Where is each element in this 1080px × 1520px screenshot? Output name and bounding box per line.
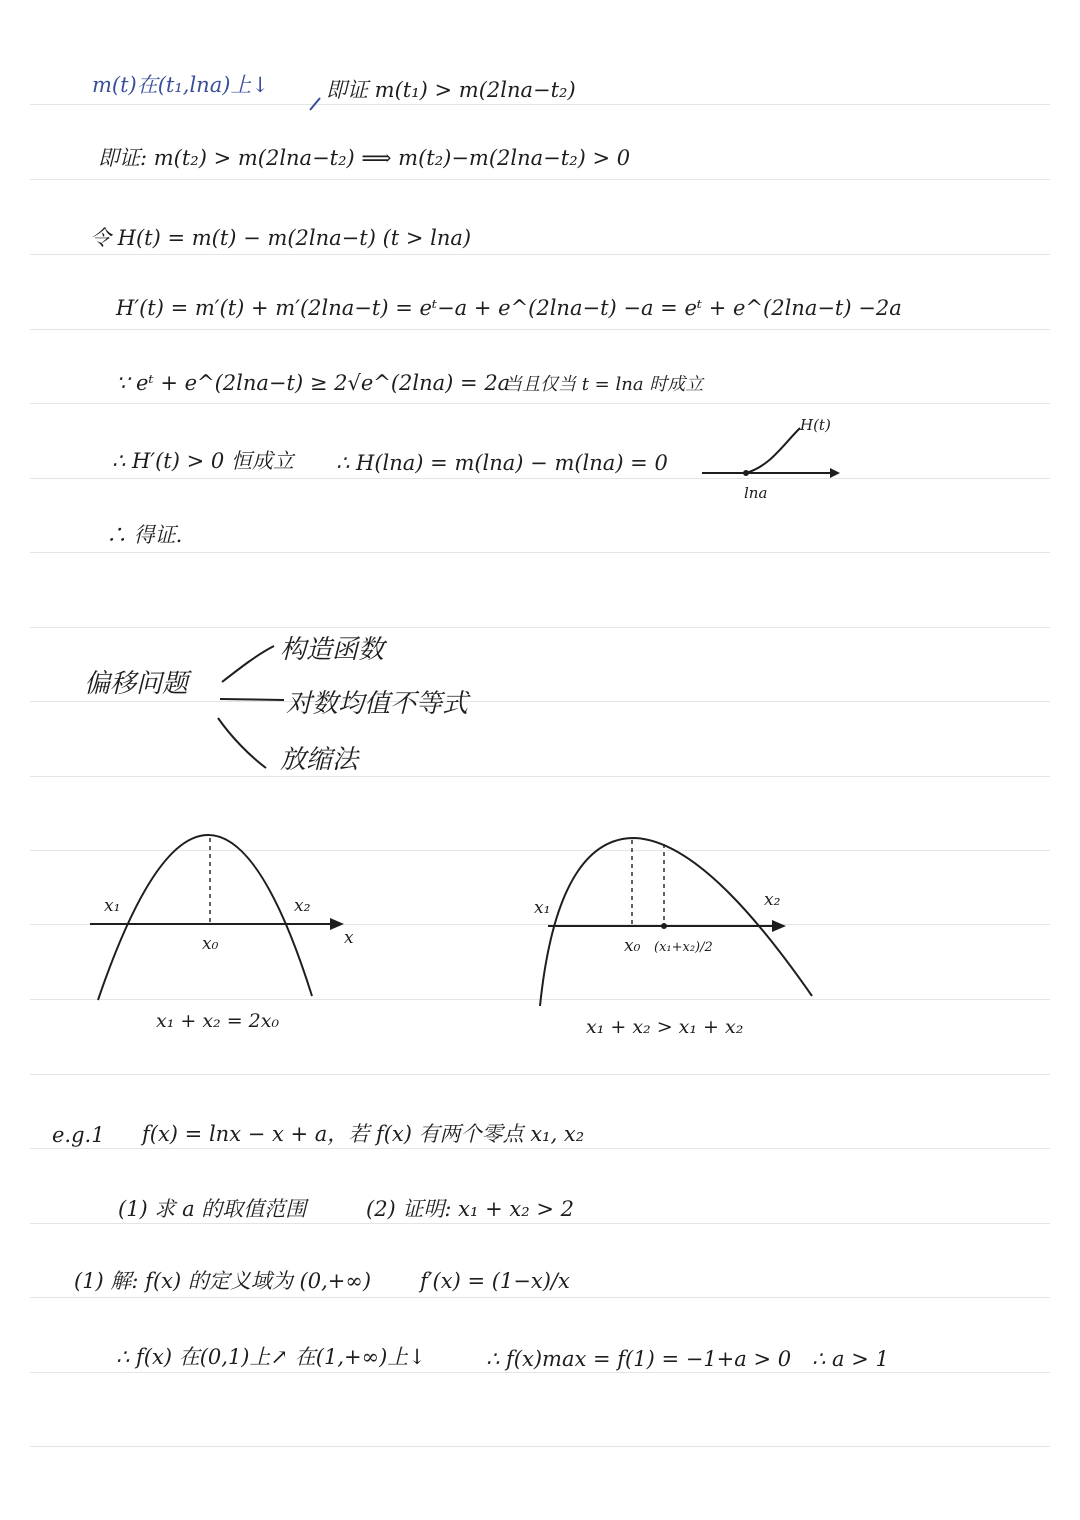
rule-line <box>30 1372 1050 1373</box>
graph-left-x2: x₂ <box>294 896 311 916</box>
rule-line <box>30 254 1050 255</box>
rule-line <box>30 478 1050 479</box>
rule-line <box>30 701 1050 702</box>
branch-line-2 <box>220 699 284 700</box>
rule-line <box>30 776 1050 777</box>
note-line-1b: 即证 m(t₁) > m(2lna−t₂) <box>326 78 576 102</box>
graph-right-x0: x₀ <box>624 936 641 956</box>
example-line-2b: (2) 证明: x₁ + x₂ > 2 <box>366 1197 574 1221</box>
graph-left-axis-arrow <box>330 918 344 930</box>
rule-line <box>30 552 1050 553</box>
example-line-3b: f′(x) = (1−x)/x <box>420 1269 570 1293</box>
graph-right-x1: x₁ <box>534 898 551 918</box>
graph-right-axis-arrow <box>772 920 786 932</box>
example-line-2a: (1) 求 a 的取值范围 <box>118 1197 307 1221</box>
graph-right-curve <box>540 838 812 1006</box>
rule-line <box>30 1148 1050 1149</box>
mindmap-branch-2: 对数均值不等式 <box>286 689 469 719</box>
example-line-1: f(x) = lnx − x + a，若 f(x) 有两个零点 x₁, x₂ <box>142 1122 585 1146</box>
note-line-1a: m(t)在(t₁,lna)上↓ <box>92 73 270 97</box>
mindmap-branch-3: 放缩法 <box>280 745 359 775</box>
graph-right-x2: x₂ <box>764 890 781 910</box>
example-line-4c: ∴ a > 1 <box>812 1347 889 1371</box>
rule-line <box>30 179 1050 180</box>
example-tag: e.g.1 <box>52 1123 105 1147</box>
note-line-4: H′(t) = m′(t) + m′(2lna−t) = eᵗ−a + e^(2lna−t) −a = eᵗ + e^(2lna−t) −2a <box>116 296 902 320</box>
rule-line <box>30 329 1050 330</box>
sketch-curve <box>746 428 800 473</box>
graph-left-curve <box>98 835 312 1000</box>
note-line-5b: 当且仅当 t = lna 时成立 <box>504 374 704 395</box>
sketch-curve-label: H(t) <box>800 416 831 434</box>
rule-line <box>30 1223 1050 1224</box>
note-line-7: ∴ 得证. <box>106 523 183 547</box>
sketch-axis-arrow <box>830 468 840 478</box>
graph-left-x1: x₁ <box>104 896 121 916</box>
graph-left-x0: x₀ <box>202 934 219 954</box>
example-line-4a: ∴ f(x) 在(0,1)上↗ 在(1,+∞)上↓ <box>116 1345 426 1369</box>
mindmap-root: 偏移问题 <box>84 669 189 699</box>
graph-symmetric <box>86 830 366 1010</box>
blue-stroke-mark <box>282 80 332 120</box>
rule-line <box>30 1297 1050 1298</box>
rule-line <box>30 627 1050 628</box>
graph-right-midpoint-label: (x₁+x₂)/2 <box>654 940 713 955</box>
graph-right-caption: x₁ + x₂ > x₁ + x₂ <box>586 1016 744 1038</box>
graph-offset <box>536 830 826 1010</box>
note-line-6a: ∴ H′(t) > 0 恒成立 <box>112 449 294 473</box>
note-line-6b: ∴ H(lna) = m(lna) − m(lna) = 0 <box>336 451 668 475</box>
graph-left-axis-label: x <box>344 928 354 948</box>
graph-left-caption: x₁ + x₂ = 2x₀ <box>156 1010 280 1032</box>
rule-line <box>30 403 1050 404</box>
branch-line-1 <box>222 646 274 682</box>
graph-right-midpoint <box>661 923 667 929</box>
rule-line <box>30 1074 1050 1075</box>
rule-line <box>30 104 1050 105</box>
mindmap-branch-1: 构造函数 <box>280 635 385 665</box>
example-line-3a: (1) 解: f(x) 的定义域为 (0,+∞) <box>74 1269 372 1293</box>
rule-line <box>30 1446 1050 1447</box>
note-line-5a: ∵ eᵗ + e^(2lna−t) ≥ 2√e^(2lna) = 2a <box>116 371 511 395</box>
note-line-2: 即证: m(t₂) > m(2lna−t₂) ⟹ m(t₂)−m(2lna−t₂) > 0 <box>98 146 631 170</box>
note-line-3: 令 H(t) = m(t) − m(2lna−t) (t > lna) <box>90 226 472 250</box>
example-line-4b: ∴ f(x)max = f(1) = −1+a > 0 <box>486 1347 792 1371</box>
branch-line-3 <box>218 718 266 768</box>
sketch-axis-label: lna <box>744 484 768 502</box>
